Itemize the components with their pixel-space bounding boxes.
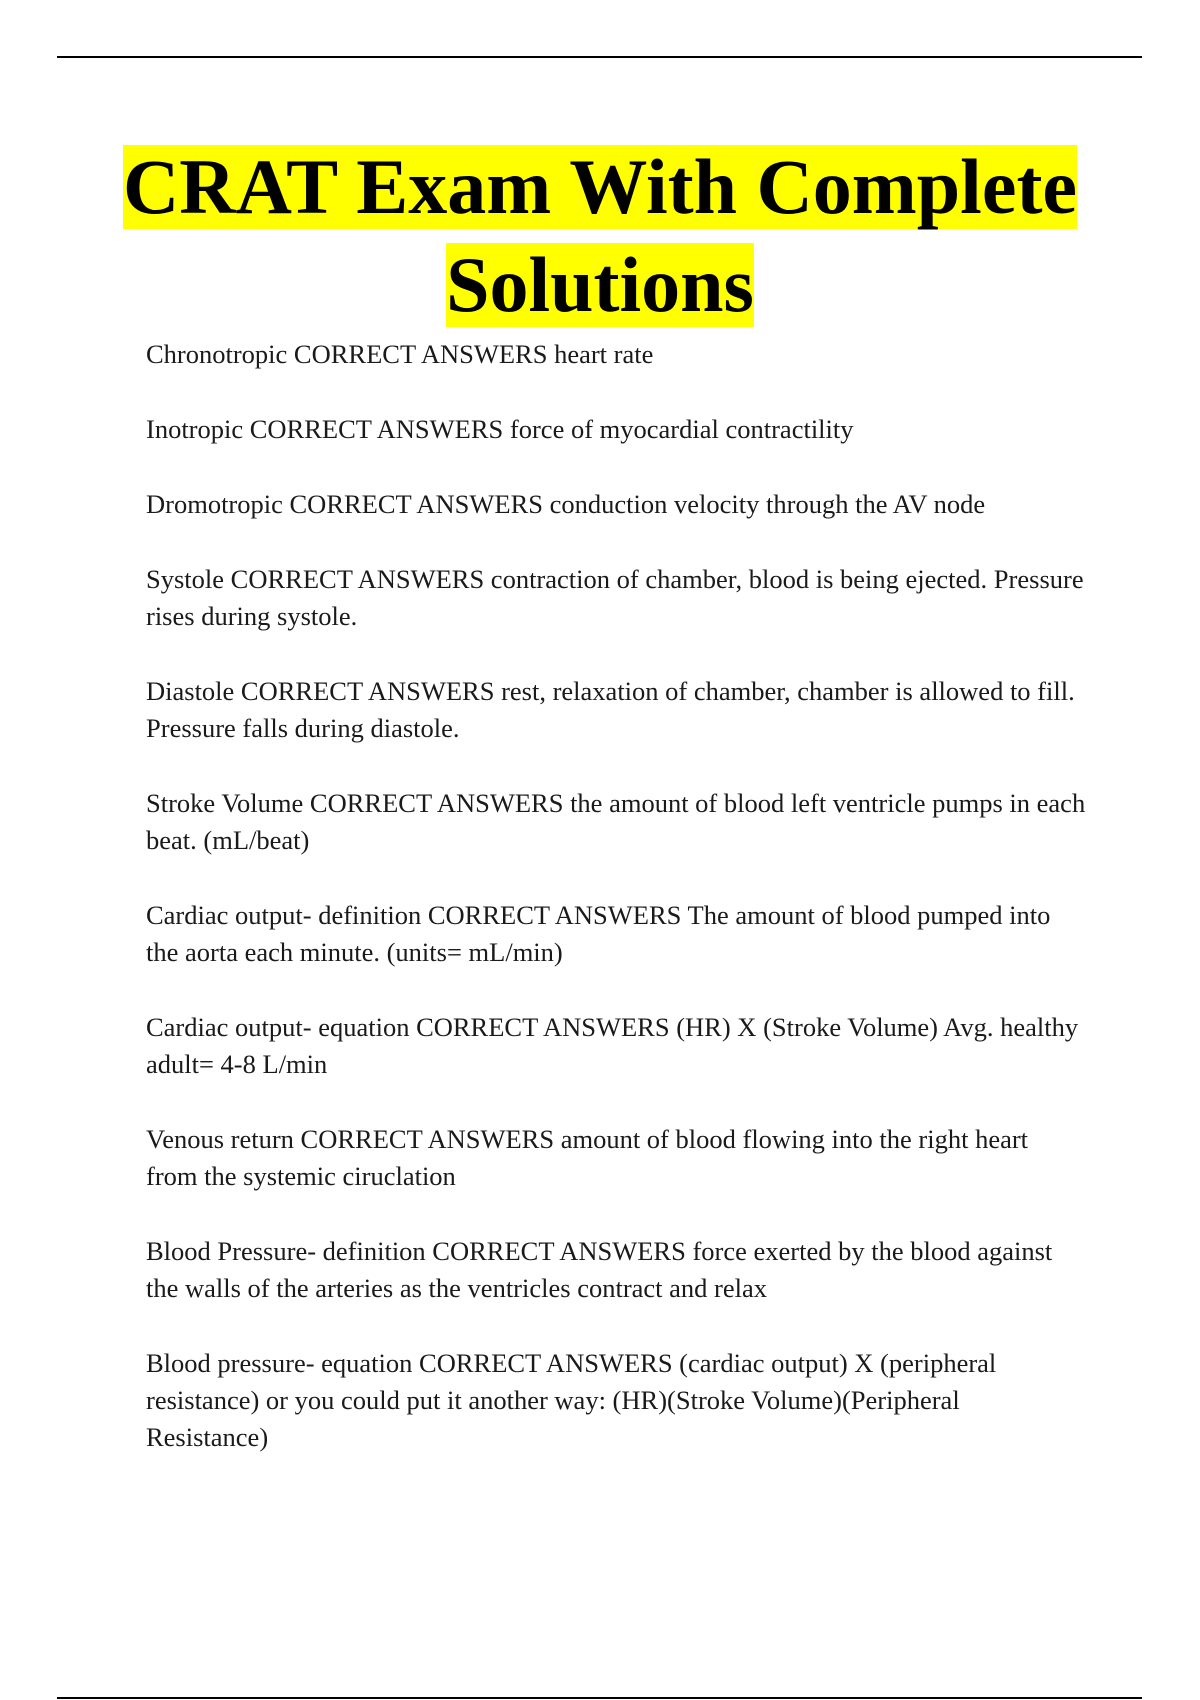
qa-entry-stroke-volume: Stroke Volume CORRECT ANSWERS the amount of blood left ventricle pumps in each beat. (mL/beat) (146, 788, 1086, 855)
top-rule (57, 56, 1142, 58)
qa-entry-chronotropic: Chronotropic CORRECT ANSWERS heart rate (146, 339, 654, 369)
qa-entry-blood-pressure-equation: Blood pressure- equation CORRECT ANSWERS (cardiac output) X (peripheral resistance) or you could put it another way: (HR)(Stroke Volume)(Peripheral Resistance) (146, 1348, 997, 1452)
qa-entry-blood-pressure-definition: Blood Pressure- definition CORRECT ANSWERS force exerted by the blood against the walls of the arteries as the ventricles contract and relax (146, 1236, 1053, 1303)
qa-entry-systole: Systole CORRECT ANSWERS contraction of chamber, blood is being ejected. Pressure rises during systole. (146, 564, 1084, 631)
qa-entry-inotropic: Inotropic CORRECT ANSWERS force of myocardial contractility (146, 414, 854, 444)
qa-entry-cardiac-output-definition: Cardiac output- definition CORRECT ANSWERS The amount of blood pumped into the aorta each minute. (units= mL/min) (146, 900, 1051, 967)
title-line-1: CRAT Exam With Complete (122, 143, 1078, 230)
qa-entry-diastole: Diastole CORRECT ANSWERS rest, relaxation of chamber, chamber is allowed to fill. Pressure falls during diastole. (146, 676, 1075, 743)
bottom-rule (57, 1697, 1142, 1699)
qa-list (146, 336, 1086, 1494)
title-line-2: Solutions (446, 241, 754, 328)
qa-entry-venous-return: Venous return CORRECT ANSWERS amount of blood flowing into the right heart from the systemic ciruclation (146, 1124, 1029, 1191)
qa-entry-cardiac-output-equation: Cardiac output- equation CORRECT ANSWERS (HR) X (Stroke Volume) Avg. healthy adult= 4-8 L/min (146, 1012, 1079, 1079)
qa-entry-dromotropic: Dromotropic CORRECT ANSWERS conduction velocity through the AV node (146, 489, 986, 519)
page-title (100, 145, 1100, 327)
